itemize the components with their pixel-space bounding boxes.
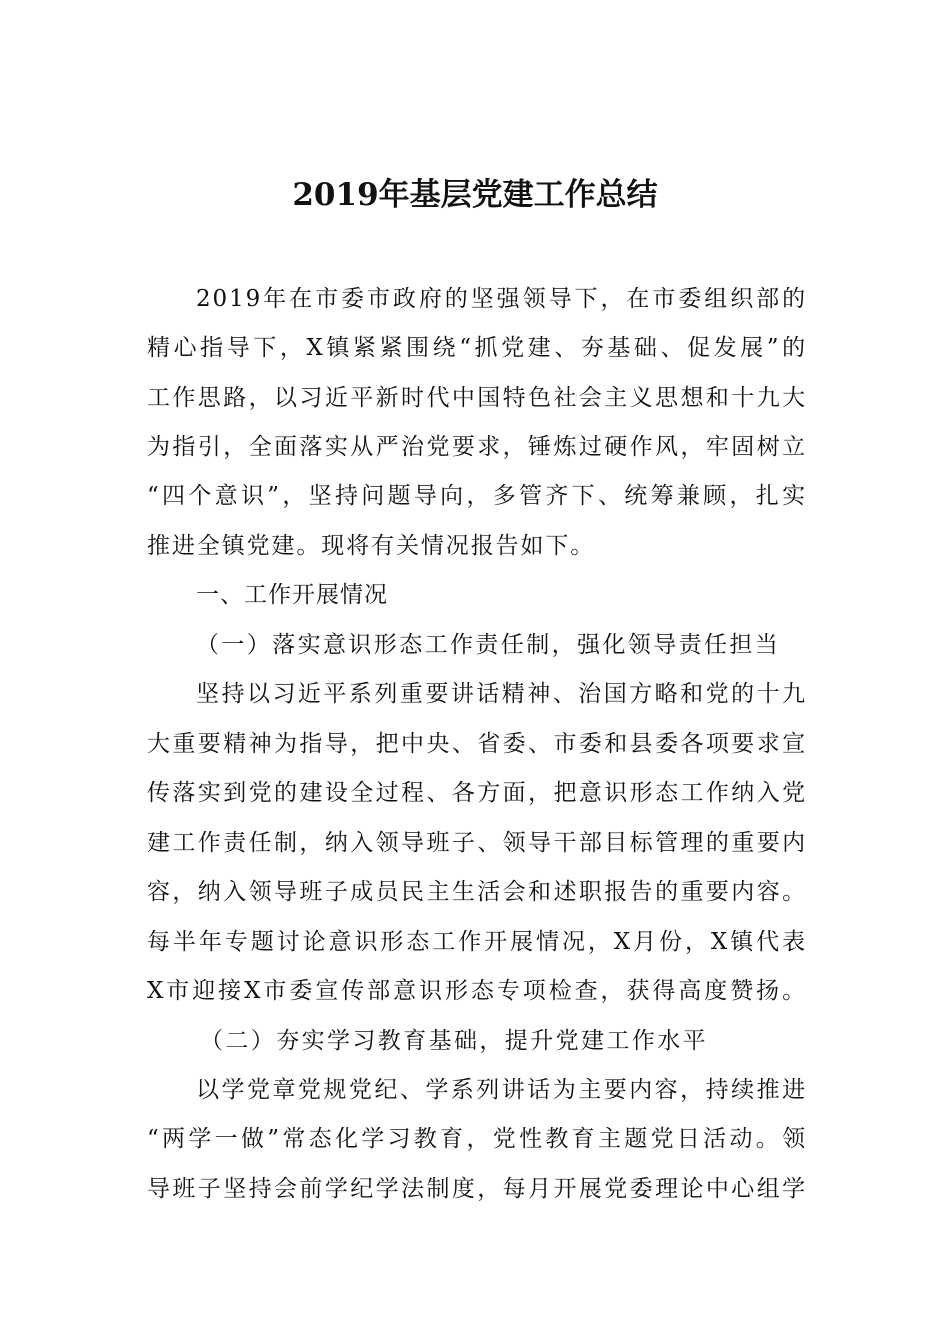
paragraph-line: 每半年专题讨论意识形态工作开展情况，X月份，X镇代表 <box>147 929 807 955</box>
paragraph-line: X市迎接X市委宣传部意识形态专项检查，获得高度赞扬。 <box>147 978 807 1004</box>
subsection-heading: （一）落实意识形态工作责任制，强化领导责任担当 <box>196 632 781 658</box>
paragraph-line: “两学一做”常态化学习教育，党性教育主题党日活动。领 <box>147 1126 807 1152</box>
paragraph-line: 推进全镇党建。现将有关情况报告如下。 <box>147 533 596 559</box>
paragraph-line: 导班子坚持会前学纪学法制度，每月开展党委理论中心组学 <box>147 1176 807 1202</box>
paragraph-line: 容，纳入领导班子成员民主生活会和述职报告的重要内容。 <box>147 879 807 905</box>
paragraph-line: 为指引，全面落实从严治党要求，锤炼过硬作风，牢固树立 <box>147 434 807 460</box>
paragraph-line: 2019年在市委市政府的坚强领导下，在市委组织部的 <box>196 286 807 312</box>
paragraph-line: 工作思路，以习近平新时代中国特色社会主义思想和十九大 <box>147 385 807 411</box>
paragraph-line: 以学党章党规党纪、学系列讲话为主要内容，持续推进 <box>196 1077 807 1103</box>
paragraph-line: 精心指导下，X镇紧紧围绕“抓党建、夯基础、促发展”的 <box>147 335 807 361</box>
subsection-heading: （二）夯实学习教育基础，提升党建工作水平 <box>200 1028 708 1054</box>
section-heading: 一、工作开展情况 <box>196 582 388 608</box>
paragraph-line: 传落实到党的建设全过程、各方面，把意识形态工作纳入党 <box>147 780 807 806</box>
paragraph-line: 大重要精神为指导，把中央、省委、市委和县委各项要求宣 <box>147 731 807 757</box>
paragraph-line: “四个意识”，坚持问题导向，多管齐下、统筹兼顾，扎实 <box>147 483 807 509</box>
document-title: 2019年基层党建工作总结 <box>292 177 658 213</box>
paragraph-line: 建工作责任制，纳入领导班子、领导干部目标管理的重要内 <box>147 830 807 856</box>
paragraph-line: 坚持以习近平系列重要讲话精神、治国方略和党的十九 <box>196 681 807 707</box>
